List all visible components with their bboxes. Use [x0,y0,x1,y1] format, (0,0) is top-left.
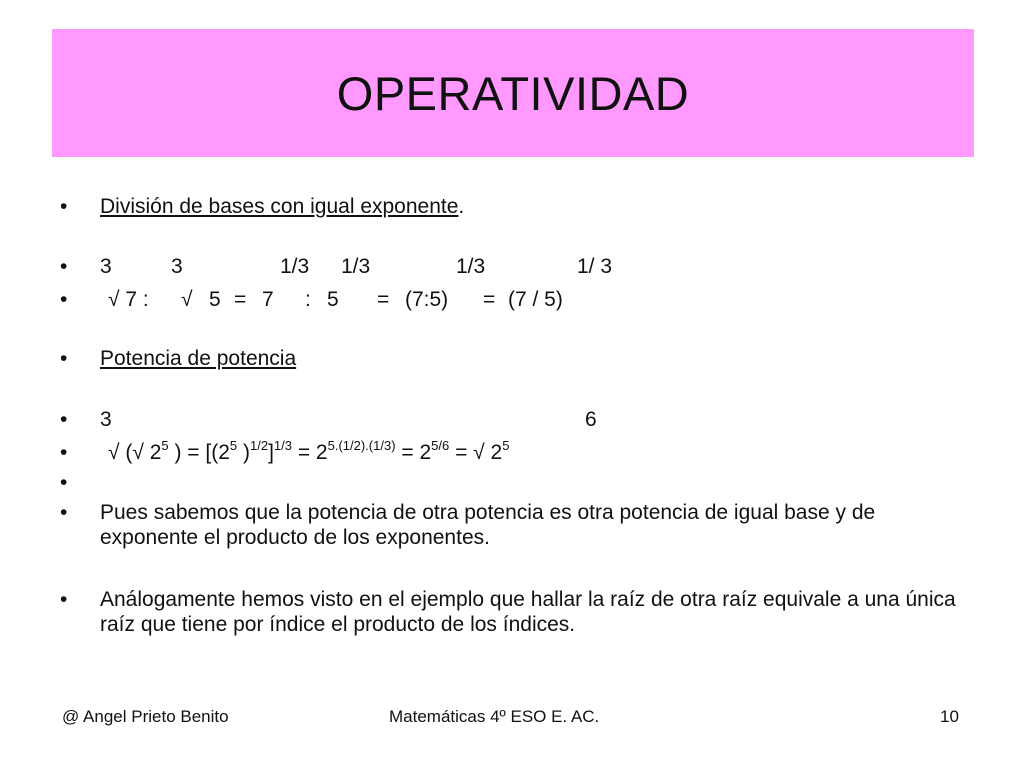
bullet: • [60,195,68,218]
expr-part: = √ 2 [449,441,503,464]
slide-title: OPERATIVIDAD [336,66,690,120]
root-symbol: √ [181,288,193,311]
section-heading-potencia [100,347,296,371]
footer-page-number: 10 [940,707,959,726]
exponent-value: 1/3 [341,255,371,278]
expr-part: 7 [262,288,274,311]
heading-text: Potencia de potencia [100,347,297,370]
index-value: 6 [585,408,597,431]
exponent-value: 1/ 3 [577,255,613,278]
bullet: • [60,288,68,311]
section-heading-division [100,195,464,219]
expr-part: ) = [(2 [168,441,230,464]
heading-text: División de bases con igual exponente [100,195,459,218]
bullet: • [60,408,68,431]
heading-suffix: . [458,195,465,218]
explanation-paragraph: Pues sabemos que la potencia de otra potencia es otra potencia de igual base y de exponente el producto de los exponentes. [100,501,876,549]
superscript: 5 [229,438,238,453]
expr-part: = 2 [395,441,432,464]
index-value: 3 [100,255,112,278]
expr-part: : [305,288,311,311]
bullet: • [60,255,68,278]
footer-author: @ Angel Prieto Benito [62,707,229,726]
expr-part: (7 / 5) [508,288,563,311]
index-value: 3 [100,408,112,431]
title-bar [52,29,974,157]
bullet: • [60,347,68,370]
superscript: 5/6 [431,438,450,453]
expr-part: √ (√ 2 [108,441,162,464]
superscript: 5 [161,438,169,453]
expr-part: ] [268,441,274,464]
superscript: 5.(1/2).(1/3) [327,438,396,453]
equals-sign: = [234,288,247,311]
expr-part: 5 [327,288,339,311]
exponent-value: 1/3 [280,255,310,278]
expr-part: √ 7 : [108,288,149,311]
equals-sign: = [377,288,390,311]
bullet: • [60,588,68,611]
expr-part: = 2 [291,441,328,464]
expr-part: 5 [209,288,221,311]
superscript: 1/2 [249,438,269,453]
superscript: 5 [502,438,510,453]
index-value: 3 [171,255,183,278]
footer-course: Matemáticas 4º ESO E. AC. [389,707,600,726]
exponent-value: 1/3 [456,255,486,278]
potencia-expression [108,438,510,467]
expr-part: ) [237,441,250,464]
superscript: 1/3 [273,438,292,453]
expr-part: (7:5) [405,288,449,311]
explanation-paragraph: Análogamente hemos visto en el ejemplo que hallar la raíz de otra raíz equivale a una única raíz que tiene por índice el producto de los índices. [100,588,956,636]
bullet: • [60,441,68,464]
equals-sign: = [483,288,496,311]
bullet: • [60,471,68,494]
bullet: • [60,501,68,524]
